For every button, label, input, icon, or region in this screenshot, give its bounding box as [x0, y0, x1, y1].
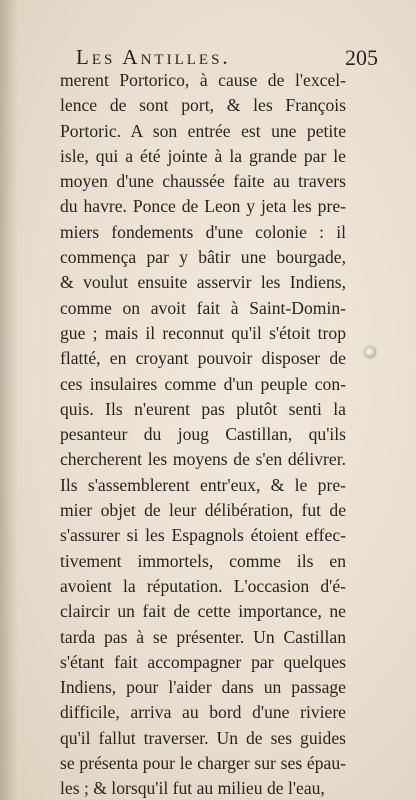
text-line: ces insulaires comme d'un peuple con- — [60, 373, 346, 394]
text-line: moyen d'une chaussée faite au travers — [60, 171, 346, 192]
running-title: Les Antilles. — [76, 45, 231, 69]
page-number: 205 — [345, 45, 378, 70]
text-line: merent Portorico, à cause de l'excel- — [60, 70, 346, 90]
text-line: pesanteur du joug Castillan, qu'ils — [60, 424, 346, 445]
text-line: mier objet de leur délibération, fut de — [60, 500, 346, 521]
text-line: Portoric. A son entrée est une petite — [60, 120, 346, 141]
text-line: Indiens, pour l'aider dans un passage — [60, 677, 346, 698]
text-line: tivement immortels, comme ils en — [60, 550, 346, 571]
text-line: du havre. Ponce de Leon y jeta les pre- — [60, 196, 346, 217]
text-line: quis. Ils n'eurent pas plutôt senti la — [60, 398, 346, 419]
text-line: flatté, en croyant pouvoir disposer de — [60, 348, 346, 369]
text-line: tarda pas à se présenter. Un Castillan — [60, 626, 346, 647]
text-line: Ils s'assemblerent entr'eux, & le pre- — [60, 474, 346, 495]
body-text — [60, 68, 346, 800]
text-line: commença par y bâtir une bourgade, — [60, 247, 346, 268]
text-line: qu'il fallut traverser. Un de ses guides — [60, 727, 346, 748]
text-line: chercherent les moyens de s'en délivrer. — [60, 449, 346, 470]
text-line: comme on avoit fait à Saint-Domin- — [60, 297, 346, 318]
text-line: gue ; mais il reconnut qu'il s'étoit trop — [60, 322, 346, 343]
text-line: se présenta pour le charger sur ses épau- — [60, 753, 346, 774]
text-line: s'étant fait accompagner par quelques — [60, 651, 346, 672]
text-line: claircir un fait de cette importance, ne — [60, 601, 346, 622]
text-line: avoient la réputation. L'occasion d'é- — [60, 575, 346, 596]
page-hole — [364, 346, 376, 358]
gutter-shadow — [0, 0, 18, 800]
text-line: s'assurer si les Espagnols étoient effec- — [60, 525, 346, 546]
text-line: les ; & lorsqu'il fut au milieu de l'eau, — [60, 778, 325, 799]
text-line: & voulut ensuite asservir les Indiens, — [60, 272, 346, 293]
text-line: isle, qui a été jointe à la grande par le — [60, 145, 346, 166]
text-line: difficile, arriva au bord d'une riviere — [60, 702, 346, 723]
text-line: miers fondements d'une colonie : il — [60, 221, 346, 242]
text-line: lence de sont port, & les François — [60, 95, 346, 116]
